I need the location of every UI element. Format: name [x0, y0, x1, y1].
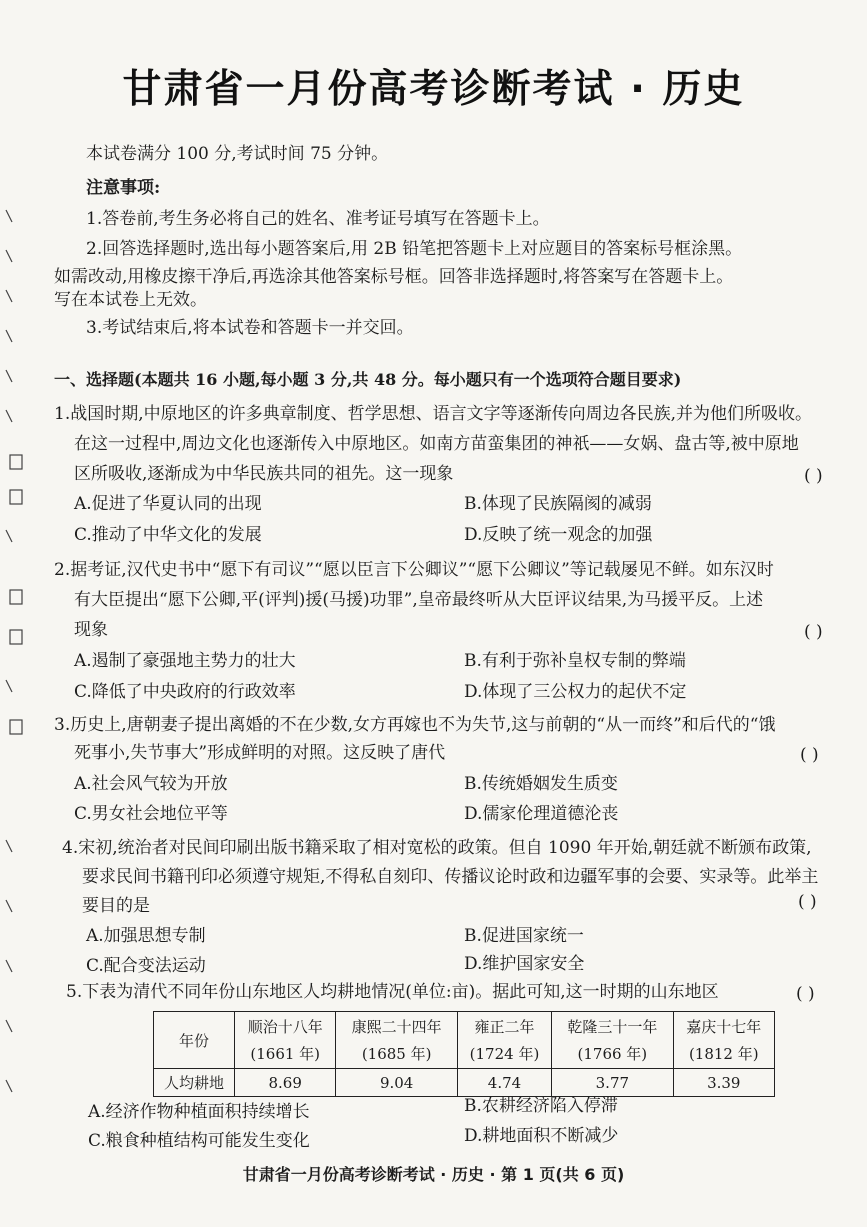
page-footer: 甘肃省一月份高考诊断考试 · 历史 · 第 1 页(共 6 页): [242, 1165, 625, 1184]
farmland-table: [153, 1011, 775, 1097]
table-cell: [235, 1012, 336, 1069]
question-text: 死事小,失节事大”形成鲜明的对照。这反映了唐代: [74, 743, 446, 763]
option-d: D.维护国家安全: [464, 954, 585, 974]
answer-blank[interactable]: ( ): [798, 892, 817, 912]
note-line: 写在本试卷上无效。: [54, 290, 207, 310]
option-a: A.促进了华夏认同的出现: [74, 494, 262, 514]
option-d: D.儒家伦理道德沦丧: [464, 804, 619, 824]
option-b: B.传统婚姻发生质变: [464, 774, 618, 794]
table-cell: [336, 1012, 457, 1069]
section-title: 一、选择题(本题共 16 小题,每小题 3 分,共 48 分。每小题只有一个选项符合题目要求): [54, 370, 682, 389]
option-a: A.遏制了豪强地主势力的壮大: [74, 651, 296, 671]
exam-title: 甘肃省一月份高考诊断考试 · 历史: [122, 67, 745, 112]
option-a: A.经济作物种植面积持续增长: [88, 1102, 310, 1122]
table-row: [154, 1069, 775, 1097]
option-c: C.粮食种植结构可能发生变化: [88, 1131, 310, 1151]
option-b: B.有利于弥补皇权专制的弊端: [464, 651, 686, 671]
reign-label: 乾隆三十一年: [567, 1018, 658, 1036]
year-label: (1724 年): [469, 1045, 540, 1063]
option-b: B.体现了民族隔阂的减弱: [464, 494, 652, 514]
binding-margin-marks: [0, 200, 34, 1200]
question-text: 2.据考证,汉代史书中“愿下有司议”“愿以臣言下公卿议”“愿下公卿议”等记载屡见不鲜。如东汉时: [54, 560, 774, 580]
reign-label: 嘉庆十七年: [686, 1018, 762, 1036]
option-d: D.体现了三公权力的起伏不定: [464, 682, 687, 702]
table-cell: 3.77: [552, 1069, 673, 1097]
table-cell: [457, 1012, 551, 1069]
reign-label: 康熙二十四年: [351, 1018, 442, 1036]
year-label: (1661 年): [250, 1045, 321, 1063]
answer-blank[interactable]: ( ): [804, 466, 823, 486]
option-a: A.加强思想专制: [86, 926, 206, 946]
note-line: 1.答卷前,考生务必将自己的姓名、准考证号填写在答题卡上。: [86, 209, 550, 229]
answer-blank[interactable]: ( ): [800, 745, 819, 765]
question-text: 现象: [74, 620, 108, 640]
table-row: [154, 1012, 775, 1069]
option-c: C.降低了中央政府的行政效率: [74, 682, 296, 702]
option-c: C.推动了中华文化的发展: [74, 525, 262, 545]
question-text: 4.宋初,统治者对民间印刷出版书籍采取了相对宽松的政策。但自 1090 年开始,朝廷就不断颁布政策,: [62, 838, 812, 858]
option-c: C.男女社会地位平等: [74, 804, 228, 824]
question-text: 5.下表为清代不同年份山东地区人均耕地情况(单位:亩)。据此可知,这一时期的山东地区: [66, 982, 719, 1002]
year-label: (1685 年): [361, 1045, 432, 1063]
table-cell: 4.74: [457, 1069, 551, 1097]
option-c: C.配合变法运动: [86, 956, 206, 976]
table-row-header: 年份: [154, 1012, 235, 1069]
note-line: 如需改动,用橡皮擦干净后,再选涂其他答案标号框。回答非选择题时,将答案写在答题卡上。: [54, 267, 734, 287]
question-text: 1.战国时期,中原地区的许多典章制度、哲学思想、语言文字等逐渐传向周边各民族,并为他们所吸收。: [54, 404, 813, 424]
option-b: B.农耕经济陷入停滞: [464, 1096, 618, 1116]
question-text: 3.历史上,唐朝妻子提出离婚的不在少数,女方再嫁也不为失节,这与前朝的“从一而终”和后代的“饿: [54, 715, 776, 735]
option-d: D.反映了统一观念的加强: [464, 525, 653, 545]
year-label: (1812 年): [688, 1045, 759, 1063]
reign-label: 雍正二年: [474, 1018, 535, 1036]
reign-label: 顺治十八年: [247, 1018, 323, 1036]
option-b: B.促进国家统一: [464, 926, 584, 946]
table-row-label: 人均耕地: [154, 1069, 235, 1097]
table-cell: 9.04: [336, 1069, 457, 1097]
option-a: A.社会风气较为开放: [74, 774, 228, 794]
table-cell: [552, 1012, 673, 1069]
question-text: 区所吸收,逐渐成为中华民族共同的祖先。这一现象: [74, 464, 454, 484]
table-cell: 8.69: [235, 1069, 336, 1097]
year-label: (1766 年): [577, 1045, 648, 1063]
option-d: D.耕地面积不断减少: [464, 1126, 619, 1146]
question-text: 在这一过程中,周边文化也逐渐传入中原地区。如南方苗蛮集团的神祇——女娲、盘古等,被中原地: [74, 434, 799, 454]
question-text: 要求民间书籍刊印必须遵守规矩,不得私自刻印、传播议论时政和边疆军事的会要、实录等。此举主: [82, 867, 819, 887]
notes-title: 注意事项:: [86, 178, 161, 198]
note-line: 2.回答选择题时,选出每小题答案后,用 2B 铅笔把答题卡上对应题目的答案标号框涂黑。: [86, 239, 743, 259]
answer-blank[interactable]: ( ): [796, 984, 815, 1004]
note-line: 3.考试结束后,将本试卷和答题卡一并交回。: [86, 318, 414, 338]
table-cell: [673, 1012, 774, 1069]
exam-intro: 本试卷满分 100 分,考试时间 75 分钟。: [86, 144, 389, 164]
question-text: 要目的是: [82, 896, 150, 916]
table-cell: 3.39: [673, 1069, 774, 1097]
question-text: 有大臣提出“愿下公卿,平(评判)援(马援)功罪”,皇帝最终听从大臣评议结果,为马援平反。上述: [74, 590, 764, 610]
answer-blank[interactable]: ( ): [804, 622, 823, 642]
